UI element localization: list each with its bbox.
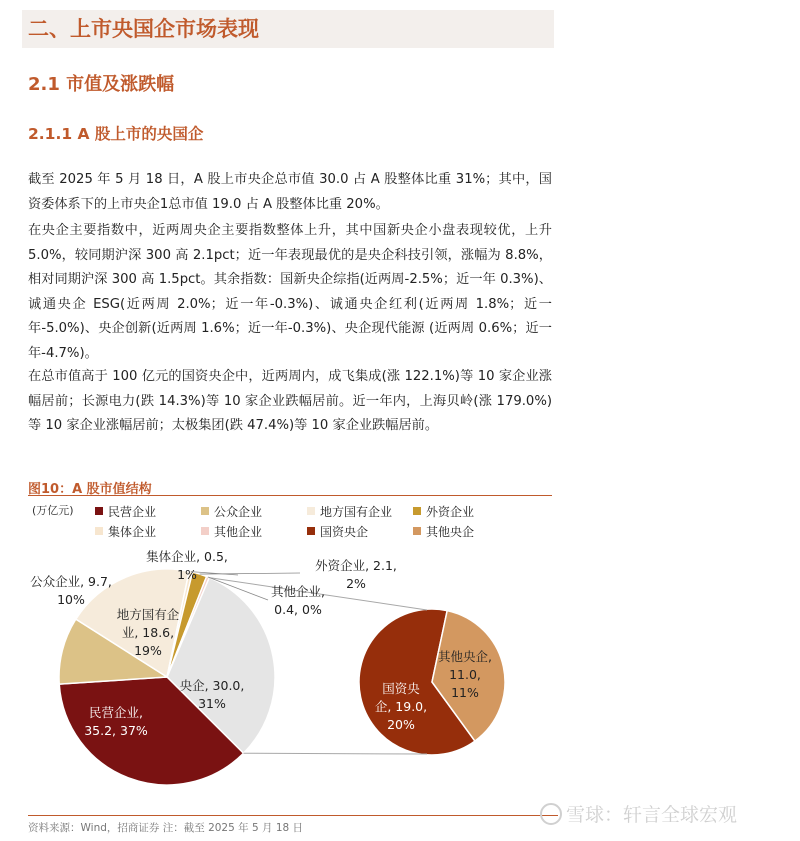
label-line: 外资企业, 2.1, [315, 558, 397, 573]
subsubsection-title: 2.1.1 A 股上市的央国企 [28, 125, 204, 143]
label-line: 1% [177, 567, 197, 582]
legend-label: 公众企业 [214, 505, 263, 519]
label-line: 35.2, 37% [84, 723, 148, 738]
label-line: 国资央 [382, 681, 420, 696]
label-line: 地方国有企 [116, 607, 180, 622]
pie-label-外资企业 [315, 558, 397, 591]
label-line: 集体企业, 0.5, [146, 549, 228, 564]
label-line: 其他企业, [271, 584, 325, 599]
label-line: 央企, 30.0, [179, 678, 245, 693]
label-line: 0.4, 0% [274, 602, 322, 617]
label-line: 其他央企, [438, 649, 492, 664]
label-line: 11.0, [449, 667, 481, 682]
label-line: 2% [346, 576, 366, 591]
legend-label: 其他企业 [214, 525, 263, 539]
label-line: 企, 19.0, [374, 699, 428, 714]
legend-label: 集体企业 [108, 525, 157, 539]
snowball-logo-icon [540, 803, 562, 825]
legend-label: 民营企业 [108, 505, 157, 519]
figure-unit: (万亿元) [32, 504, 74, 517]
legend-label: 外资企业 [426, 505, 475, 519]
label-line: 公众企业, 9.7, [30, 574, 112, 589]
label-line: 19% [134, 643, 162, 658]
legend-label: 地方国有企业 [320, 505, 393, 519]
label-line: 业, 18.6, [121, 625, 175, 640]
label-line: 31% [198, 696, 226, 711]
subsection-title: 2.1 市值及涨跌幅 [28, 74, 175, 95]
legend-label: 其他央企 [426, 525, 475, 539]
label-line: 10% [57, 592, 85, 607]
legend-label: 国资央企 [320, 525, 369, 539]
connector-line-bottom [243, 753, 427, 754]
paragraph-market-cap: 截至 2025 年 5 月 18 日，A 股上市央企总市值 30.0 占 A 股整体比重 31%；其中，国资委体系下的上市央企1总市值 19.0 占 A 股整体比重 20%。 [28, 172, 552, 212]
label-line: 11% [451, 685, 479, 700]
figure-source: 资料来源：Wind，招商证券 注：截至 2025 年 5 月 18 日 [28, 822, 304, 834]
source-rule [28, 815, 558, 816]
label-line: 民营企业, [89, 705, 143, 720]
section-title: 二、上市央国企市场表现 [22, 10, 554, 48]
watermark-text: 雪球：轩言全球宏观 [566, 804, 738, 826]
figure-title: 图10：A 股市值结构 [28, 482, 152, 497]
watermark [540, 800, 737, 827]
paragraph-top-movers: 在总市值高于 100 亿元的国资央企中，近两周内，成飞集成(涨 122.1%)等 10 家企业涨幅居前；长源电力(跌 14.3%)等 10 家企业跌幅居前。近一年内，上海贝岭(涨 179.0%)等 10 家企业涨幅居前；太极集团(跌 47.4%)等 10 家企业跌幅居前。 [28, 369, 552, 433]
label-line: 20% [387, 717, 415, 732]
paragraph-indices: 在央企主要指数中，近两周央企主要指数整体上升，其中国新央企小盘表现较优，上升 5.0%，较同期沪深 300 高 2.1pct；近一年表现最优的是央企科技引领，涨幅为 8.8%，相对同期沪深 300 高 1.5pct。其余指数：国新央企综指(近两周-2.5%；近一年 0.3%)、诚通央企 ESG(近两周 2.0%；近一年-0.3%)、诚通央企红利(近两周 1.8%；近一年-5.0%)、央企创新(近两周 1.6%；近一年-0.3%)、央企现代能源 (近两周 0.6%；近一年-4.7%)。 [28, 223, 552, 361]
pie-label-其他企业 [271, 584, 325, 617]
